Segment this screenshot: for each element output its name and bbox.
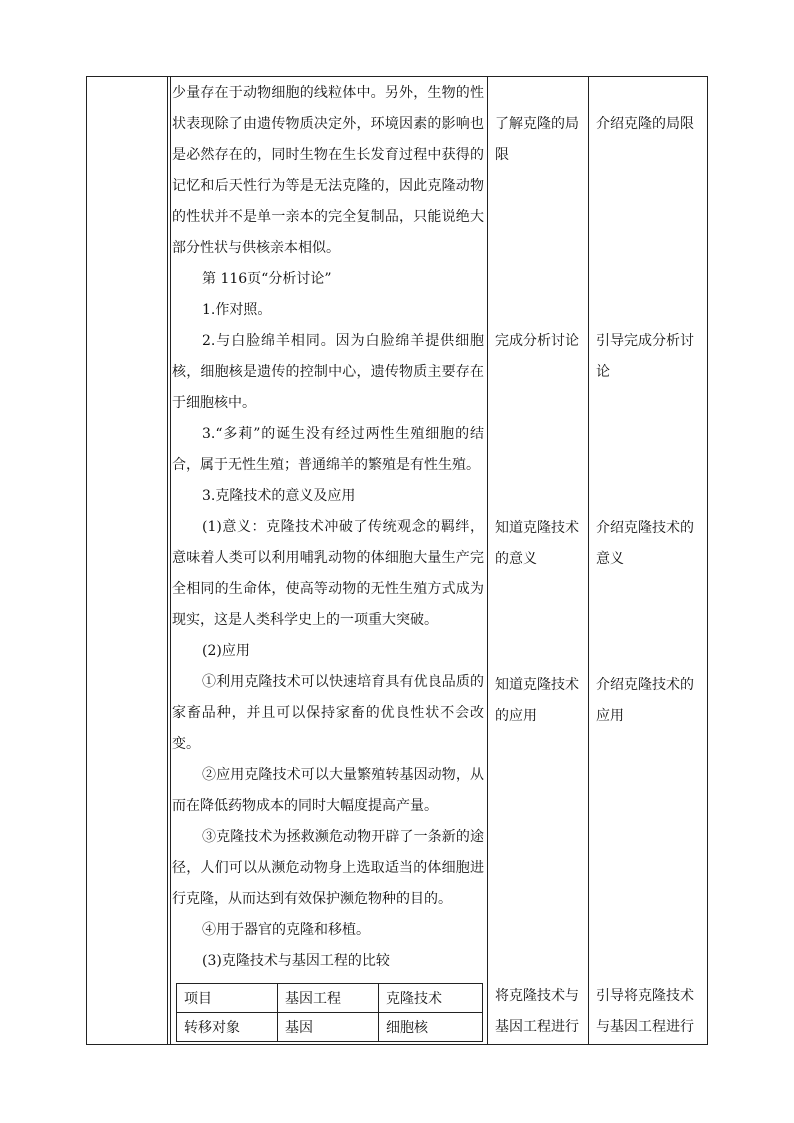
table-row <box>177 1013 483 1042</box>
activity-line: 应用 <box>596 708 624 724</box>
content-paragraph: ④用于器官的克隆和移植。 <box>202 922 370 938</box>
table-cell: 基因 <box>278 1013 379 1042</box>
content-paragraph: 第 116页“分析讨论” <box>202 271 332 287</box>
content-paragraph: (1)意义：克隆技术冲破了传统观念的羁绊，意味着人类可以利用哺乳动物的体细胞大量生产完全相同的生命体，使高等动物的无性生殖方式成为现实，这是人类科学史上的一项重大突破。 <box>172 519 484 628</box>
table-row <box>177 984 483 1013</box>
goal-line: 完成分析讨论 <box>495 333 579 349</box>
goal-line: 知道克隆技术 <box>495 677 579 693</box>
activity-line: 介绍克隆技术的 <box>596 520 694 536</box>
content-paragraph: (2)应用 <box>202 643 250 659</box>
activity-cell <box>596 513 704 575</box>
table-divider-1 <box>167 76 168 1045</box>
content-column <box>172 78 484 977</box>
table-top-border <box>86 76 708 77</box>
goal-cell <box>495 513 585 575</box>
activity-line: 引导完成分析讨 <box>596 333 694 349</box>
content-paragraph: 3.“多莉”的诞生没有经过两性生殖细胞的结合，属于无性生殖；普通绵羊的繁殖是有性生殖。 <box>172 426 484 473</box>
activity-cell <box>596 670 704 732</box>
goal-cell <box>495 670 585 732</box>
activity-line: 意义 <box>596 551 624 567</box>
goal-line: 的意义 <box>495 551 537 567</box>
content-paragraph: ①利用克隆技术可以快速培育具有优良品质的家畜品种，并且可以保持家畜的优良性状不会改变。 <box>172 674 484 752</box>
table-bottom-border <box>86 1044 708 1045</box>
table-cell: 基因工程 <box>278 984 379 1013</box>
activity-line: 介绍克隆的局限 <box>596 116 694 132</box>
activity-cell <box>596 109 704 140</box>
table-cell: 转移对象 <box>177 1013 278 1042</box>
goal-line: 限 <box>495 147 509 163</box>
content-paragraph: ②应用克隆技术可以大量繁殖转基因动物，从而在降低药物成本的同时大幅度提高产量。 <box>172 767 484 814</box>
comparison-table <box>176 983 483 1042</box>
table-divider-3 <box>588 76 589 1045</box>
goal-line: 的应用 <box>495 708 537 724</box>
activity-line: 论 <box>596 364 610 380</box>
activity-cell <box>596 326 704 388</box>
activity-cell <box>596 981 704 1043</box>
goal-cell <box>495 981 585 1043</box>
activity-line: 与基因工程进行 <box>596 1019 694 1035</box>
content-paragraph: 1.作对照。 <box>202 302 272 318</box>
table-cell: 克隆技术 <box>379 984 483 1013</box>
activity-line: 引导将克隆技术 <box>596 988 694 1004</box>
goal-line: 知道克隆技术 <box>495 520 579 536</box>
content-paragraph: (3)克隆技术与基因工程的比较 <box>202 953 390 969</box>
table-divider-1b <box>170 76 171 1045</box>
table-border-left <box>86 76 87 1045</box>
activity-line: 介绍克隆技术的 <box>596 677 694 693</box>
table-border-right <box>707 76 708 1045</box>
table-cell: 细胞核 <box>379 1013 483 1042</box>
table-cell: 项目 <box>177 984 278 1013</box>
goal-line: 了解克隆的局 <box>495 116 579 132</box>
goal-line: 将克隆技术与 <box>495 988 579 1004</box>
content-paragraph: 2.与白脸绵羊相同。因为白脸绵羊提供细胞核，细胞核是遗传的控制中心，遗传物质主要存在于细胞核中。 <box>172 333 484 411</box>
goal-line: 基因工程进行 <box>495 1019 579 1035</box>
table-divider-2 <box>487 76 488 1045</box>
content-paragraph: 3.克隆技术的意义及应用 <box>202 488 356 504</box>
content-paragraph: 少量存在于动物细胞的线粒体中。另外，生物的性状表现除了由遗传物质决定外，环境因素的影响也是必然存在的，同时生物在生长发育过程中获得的记忆和后天性行为等是无法克隆的，因此克隆动物的性状并不是单一亲本的完全复制品，只能说绝大部分性状与供核亲本相似。 <box>172 85 484 256</box>
goal-cell <box>495 109 585 171</box>
goal-cell <box>495 326 585 357</box>
content-paragraph: ③克隆技术为拯救濒危动物开辟了一条新的途径，人们可以从濒危动物身上选取适当的体细胞进行克隆，从而达到有效保护濒危物种的目的。 <box>172 829 484 907</box>
